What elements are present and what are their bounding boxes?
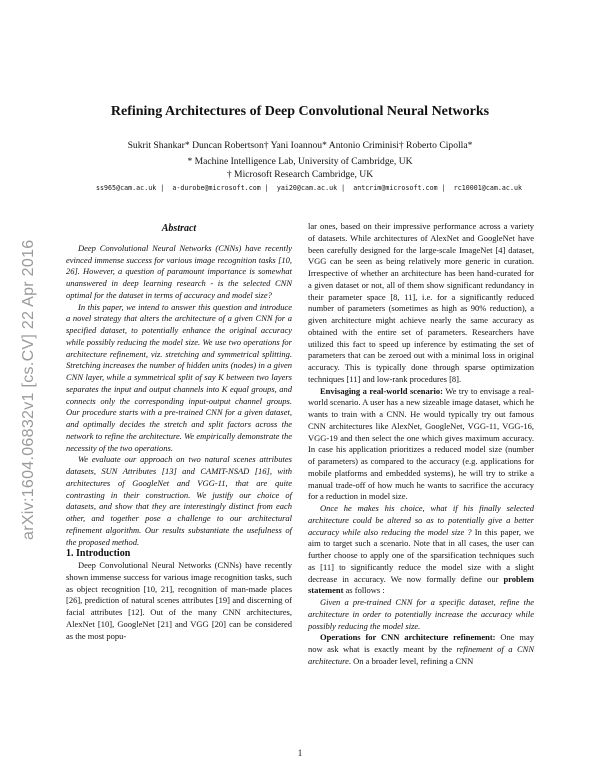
section-heading: 1. Introduction [66,548,131,560]
left-column [66,223,292,642]
body-paragraph [308,503,534,597]
abstract-heading: Abstract [161,223,197,234]
email-address[interactable]: rc10001@cam.ac.uk [453,184,523,192]
body-paragraph [308,386,534,504]
body-paragraph: lar ones, based on their impressive performance across a variety of datasets. While architectures of AlexNet and GoogleNet have been carefully designed for the large-scale ImageNet [4] dataset, VGG can be seen as being relatively more generic in curation. Irrespective of whether an architecture has been hand-curated for a given dataset or not, all of them show significant redundancy in their parameter space [8, 11], i.e. for a significantly reduced number of parameters (sometimes as high as 90% reduction), a given architecture might achieve nearly the same accuracy as obtained with the entire set of parameters. Researchers have utilized this fact to speed up inference by estimating the set of parameters that can be zeroed out with a minimal loss in original accuracy. This is typically done through sparse optimization techniques [11] and low-rank procedures [8]. [308,221,534,384]
abstract-paragraph: In this paper, we intend to answer this question and introduce a novel strategy that alters the architecture of a given CNN for a specified dataset, to potentially enhance the original accuracy while possibly reducing the model size. We use two operations for architecture refinement, viz. stretching and symmetrical splitting. Stretching increases the number of hidden units (nodes) in a given CNN layer, while a symmetrical split of say K between two layers separates the input and output channels into K equal groups, and connects only the corresponding input-output channel groups. Our procedure starts with a pre-trained CNN for a given dataset, and optimally decides the stretch and split factors across the network to refine the architecture. We empirically demonstrate the necessity of the two operations. [66,301,292,453]
problem-statement: Given a pre-trained CNN for a specific dataset, refine the architecture in order to potentially increase the accuracy while possibly reducing the model size. [308,597,534,631]
affiliation-cambridge: * Machine Intelligence Lab, University of Cambridge, UK [187,156,413,167]
email-address[interactable]: ss965@cam.ac.uk [95,184,157,192]
email-list: ss965@cam.ac.uk | a-durobe@microsoft.com | yai20@cam.ac.uk | antcrim@microsoft.com | rc10001@cam.ac.uk [95,184,523,192]
paragraph-text: In this paper, we aim to target such a scenario. Note that in all cases, the user can further choose to apply one of the sparsification techniques such as [11] to significantly reduce the model size with a slight decrease in accuracy. We now formally define our [308,526,535,584]
paragraph-text: . On a broader level, refining a CNN [348,655,474,666]
email-address[interactable]: yai20@cam.ac.uk [276,184,338,192]
paragraph-lead: Envisaging a real-world scenario: [320,385,443,396]
intro-paragraph: Deep Convolutional Neural Networks (CNNs) have recently shown immense success for various image recognition tasks, such as object recognition [10, 21], recognition of man-made places [26], prediction of natural scenes attributes [19] and discerning of facial attributes [12]. Out of the many CNN architectures, AlexNet [10], GoogleNet [21] and VGG [20] can be considered as the most popu- [66,560,292,641]
affiliation-microsoft: † Microsoft Research Cambridge, UK [226,169,374,180]
email-address[interactable]: antcrim@microsoft.com [353,184,438,192]
paper-title: Refining Architectures of Deep Convolutional Neural Networks [110,104,490,119]
email-address[interactable]: a-durobe@microsoft.com [172,184,261,192]
right-column [308,221,534,668]
problem-statement-label: problem statement [308,573,534,596]
paragraph-text: as follows : [343,585,385,596]
abstract-paragraph: We evaluate our approach on two natural scenes attributes datasets, SUN Attributes [13] and CAMIT-NSAD [16], with architectures of GoogleNet and VGG-11, that are quite contrasting in their construction. We justify our choice of datasets, and show that they are interestingly distinct from each other, and together pose a challenge to our architectural refinement algorithm. Our results substantiate the usefulness of the proposed method. [66,454,292,547]
body-paragraph [308,632,534,667]
author-list: Sukrit Shankar* Duncan Robertson† Yani Ioannou* Antonio Criminisi† Roberto Cipolla* [127,140,473,151]
paragraph-lead: Operations for CNN architecture refinement: [320,632,496,643]
page-number: 1 [297,748,303,758]
paragraph-text: One may now ask what is exactly meant by the [308,632,535,654]
paragraph-italic: refinement of a CNN architecture [308,644,534,666]
arxiv-stamp: arXiv:1604.06832v1 [cs.CV] 22 Apr 2016 [20,239,37,540]
abstract-paragraph: Deep Convolutional Neural Networks (CNNs) have recently evinced immense success for various image recognition tasks [10, 26]. However, a question of paramount importance is somewhat unanswered in deep learning research - is the selected CNN optimal for the dataset in terms of accuracy and model size? [66,242,292,300]
paragraph-italic: Once he makes his choice, what if his finally selected architecture could be altered so as to potentially give a better accuracy while also reducing the model size ? [308,503,534,537]
paragraph-text: We try to envisage a real-world scenario. A user has a new sizeable image dataset, which he wants to train with a CNN. He would typically try out famous CNN architectures like AlexNet, GoogleNet, VGG-11, VGG-16, VGG-19 and then select the one which gives maximum accuracy. In case his application prioritizes a reduced model size (number of parameters) as compared to the accuracy (e.g. applications for mobile platforms and embedded systems), he will try to strike a manual trade-off of how much he wants to sacrifice the accuracy for a reduction in model size. [308,385,534,502]
